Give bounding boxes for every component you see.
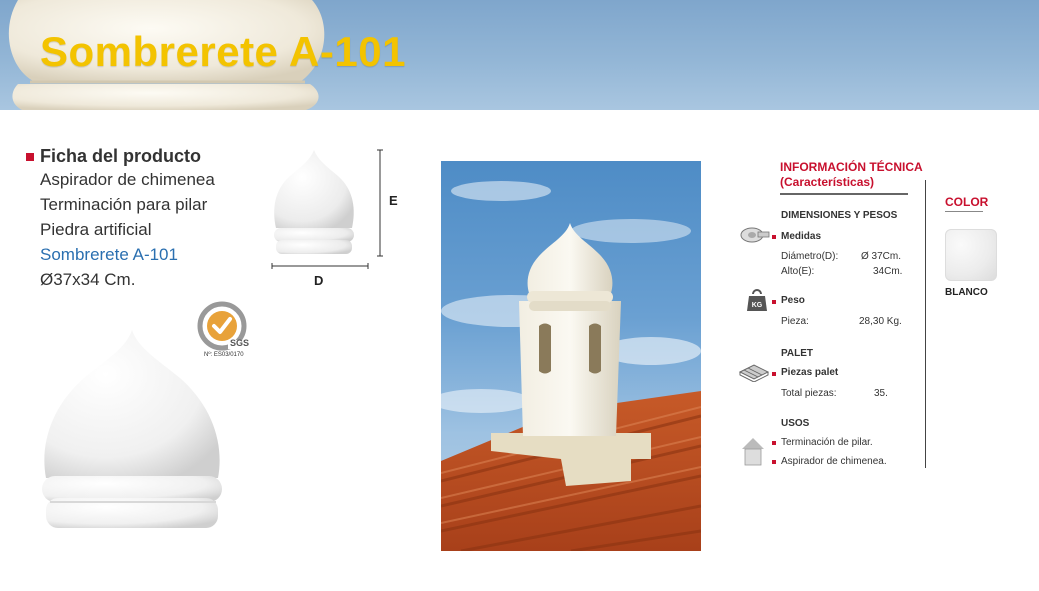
palet-heading: PALET bbox=[781, 348, 814, 359]
bullet-dot-icon bbox=[772, 372, 776, 376]
bullet-dot-icon bbox=[772, 460, 776, 464]
pallet-icon bbox=[738, 362, 770, 382]
uso-item: Terminación de pilar. bbox=[781, 437, 873, 448]
product-sheet-line: Aspirador de chimenea bbox=[40, 170, 215, 189]
diametro-label: Diámetro(D): bbox=[781, 251, 839, 262]
pieza-label: Pieza: bbox=[781, 316, 809, 327]
total-piezas-value: 35. bbox=[874, 388, 888, 399]
cap-outline-icon bbox=[262, 146, 392, 286]
peso-label: Peso bbox=[781, 295, 805, 306]
product-sheet-title: Ficha del producto bbox=[40, 146, 202, 166]
header-banner bbox=[0, 0, 1039, 110]
product-image bbox=[36, 326, 226, 541]
kg-text: KG bbox=[751, 302, 763, 309]
tech-info-title-line2: (Características) bbox=[780, 175, 875, 189]
tech-info-title-line1: INFORMACIÓN TÉCNICA bbox=[780, 160, 923, 174]
measuring-tape-icon bbox=[740, 226, 770, 244]
page-title: Sombrerete A-101 bbox=[40, 28, 406, 75]
width-label: D bbox=[314, 273, 324, 288]
total-piezas-label: Total piezas: bbox=[781, 388, 837, 399]
medidas-label: Medidas bbox=[781, 231, 822, 242]
bullet-dot-icon bbox=[772, 300, 776, 304]
uso-item: Aspirador de chimenea. bbox=[781, 456, 887, 467]
product-sheet-line: Piedra artificial bbox=[40, 220, 152, 239]
product-sheet-line: Ø37x34 Cm. bbox=[40, 270, 136, 289]
tech-info-title bbox=[780, 160, 923, 190]
color-swatch-blanco[interactable] bbox=[945, 229, 997, 281]
color-heading: COLOR bbox=[945, 195, 989, 209]
product-sheet-heading bbox=[26, 146, 215, 167]
product-model-link[interactable]: Sombrerete A-101 bbox=[40, 245, 178, 264]
diametro-value: Ø 37Cm. bbox=[861, 251, 902, 262]
usos-heading: USOS bbox=[781, 418, 810, 429]
alto-value: 34Cm. bbox=[873, 266, 903, 277]
product-sheet bbox=[26, 146, 215, 292]
dims-heading: DIMENSIONES Y PESOS bbox=[781, 210, 898, 221]
product-sheet-line: Terminación para pilar bbox=[40, 195, 208, 214]
color-divider bbox=[945, 211, 983, 212]
weight-kg-icon bbox=[746, 288, 768, 312]
piezas-palet-label: Piezas palet bbox=[781, 367, 839, 378]
height-label: E bbox=[389, 193, 398, 208]
color-swatch-label: BLANCO bbox=[945, 287, 988, 298]
bullet-dot-icon bbox=[772, 235, 776, 239]
installation-photo bbox=[441, 161, 701, 551]
dimension-diagram bbox=[262, 146, 398, 288]
tech-divider bbox=[780, 193, 908, 195]
pieza-value: 28,30 Kg. bbox=[859, 316, 902, 327]
cert-number: Nº: ES03/0170 bbox=[204, 352, 244, 358]
chimney-cap-render bbox=[36, 326, 226, 536]
alto-label: Alto(E): bbox=[781, 266, 815, 277]
pillar-cap-icon bbox=[740, 436, 766, 466]
bullet-square-icon bbox=[26, 153, 34, 161]
cert-brand: SGS bbox=[230, 338, 250, 348]
chimney-on-roof-photo bbox=[441, 161, 701, 551]
column-divider bbox=[925, 180, 926, 468]
bullet-dot-icon bbox=[772, 441, 776, 445]
